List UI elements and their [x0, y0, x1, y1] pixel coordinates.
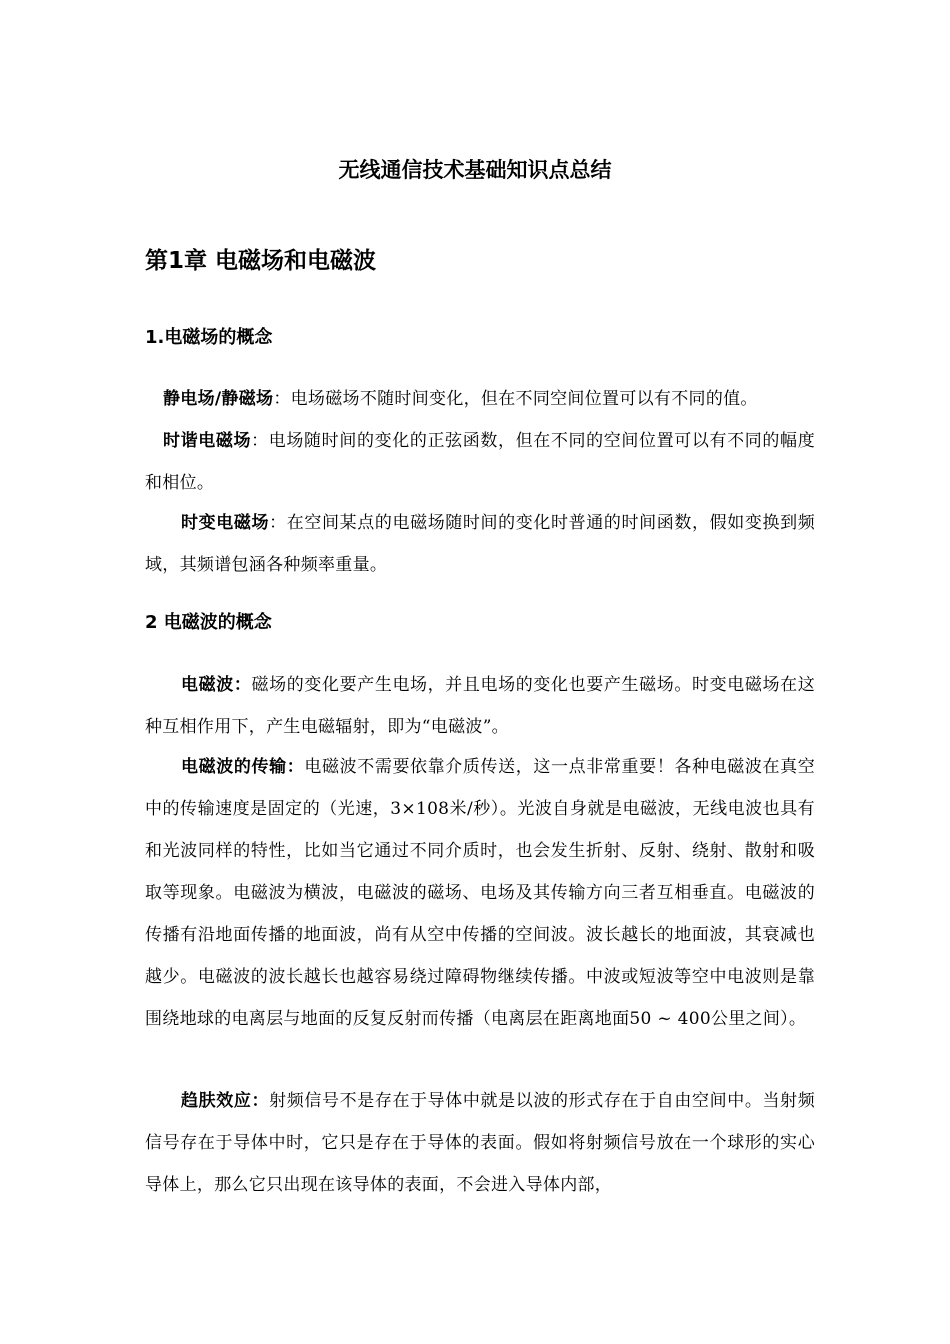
paragraph-static-field: [145, 378, 815, 420]
section-heading-2: 2 电磁波的概念: [145, 612, 272, 633]
term-separator: ：: [269, 513, 287, 533]
paragraph-text: 电场随时间的变化的正弦函数，但在不同的空间位置可以有不同的幅度和相位。: [145, 431, 815, 493]
term-label: 时谐电磁场: [163, 431, 252, 451]
term-label: 电磁波：: [181, 675, 252, 695]
chapter-heading: 第1章 电磁场和电磁波: [145, 248, 377, 274]
paragraph-text: 射频信号不是存在于导体中就是以波的形式存在于自由空间中。当射频信号存在于导体中时，它只是存在于导体的表面。假如将射频信号放在一个球形的实心导体上，那么它只出现在该导体的表面，不会进入导体内部，: [145, 1091, 815, 1195]
paragraph-electromagnetic-wave: [145, 664, 815, 748]
paragraph-skin-effect: [145, 1080, 815, 1206]
term-label: 静电场/静磁场: [163, 389, 274, 409]
section-heading-1: 1.电磁场的概念: [145, 327, 273, 348]
paragraph-wave-transmission: [145, 746, 815, 1040]
paragraph-text: 电场磁场不随时间变化，但在不同空间位置可以有不同的值。: [290, 389, 758, 409]
paragraph-text: 在空间某点的电磁场随时间的变化时普通的时间函数，假如变换到频域，其频谱包涵各种频率重量。: [145, 513, 816, 575]
paragraph-time-varying-field: [145, 502, 815, 586]
term-separator: ：: [251, 431, 269, 451]
term-label: 时变电磁场: [181, 513, 270, 533]
term-label: 趋肤效应：: [181, 1091, 270, 1111]
document-title: 无线通信技术基础知识点总结: [338, 158, 612, 182]
paragraph-text: 磁场的变化要产生电场，并且电场的变化也要产生磁场。时变电磁场在这种互相作用下，产生电磁辐射，即为“电磁波”。: [145, 675, 815, 737]
term-label: 电磁波的传输：: [181, 757, 305, 777]
term-separator: ：: [273, 389, 291, 409]
paragraph-time-harmonic-field: [145, 420, 815, 504]
paragraph-text: 电磁波不需要依靠介质传送，这一点非常重要！各种电磁波在真空中的传输速度是固定的（光速，3×108米/秒）。光波自身就是电磁波，无线电波也具有和光波同样的特性，比如当它通过不同介质时，也会发生折射、反射、绕射、散射和吸取等现象。电磁波为横波，电磁波的磁场、电场及其传输方向三者互相垂直。电磁波的传播有沿地面传播的地面波，尚有从空中传播的空间波。波长越长的地面波，其衰减也越少。电磁波的波长越长也越容易绕过障碍物继续传播。中波或短波等空中电波则是靠围绕地球的电离层与地面的反复反射而传播（电离层在距离地面50 ~ 400公里之间）。: [145, 757, 815, 1029]
